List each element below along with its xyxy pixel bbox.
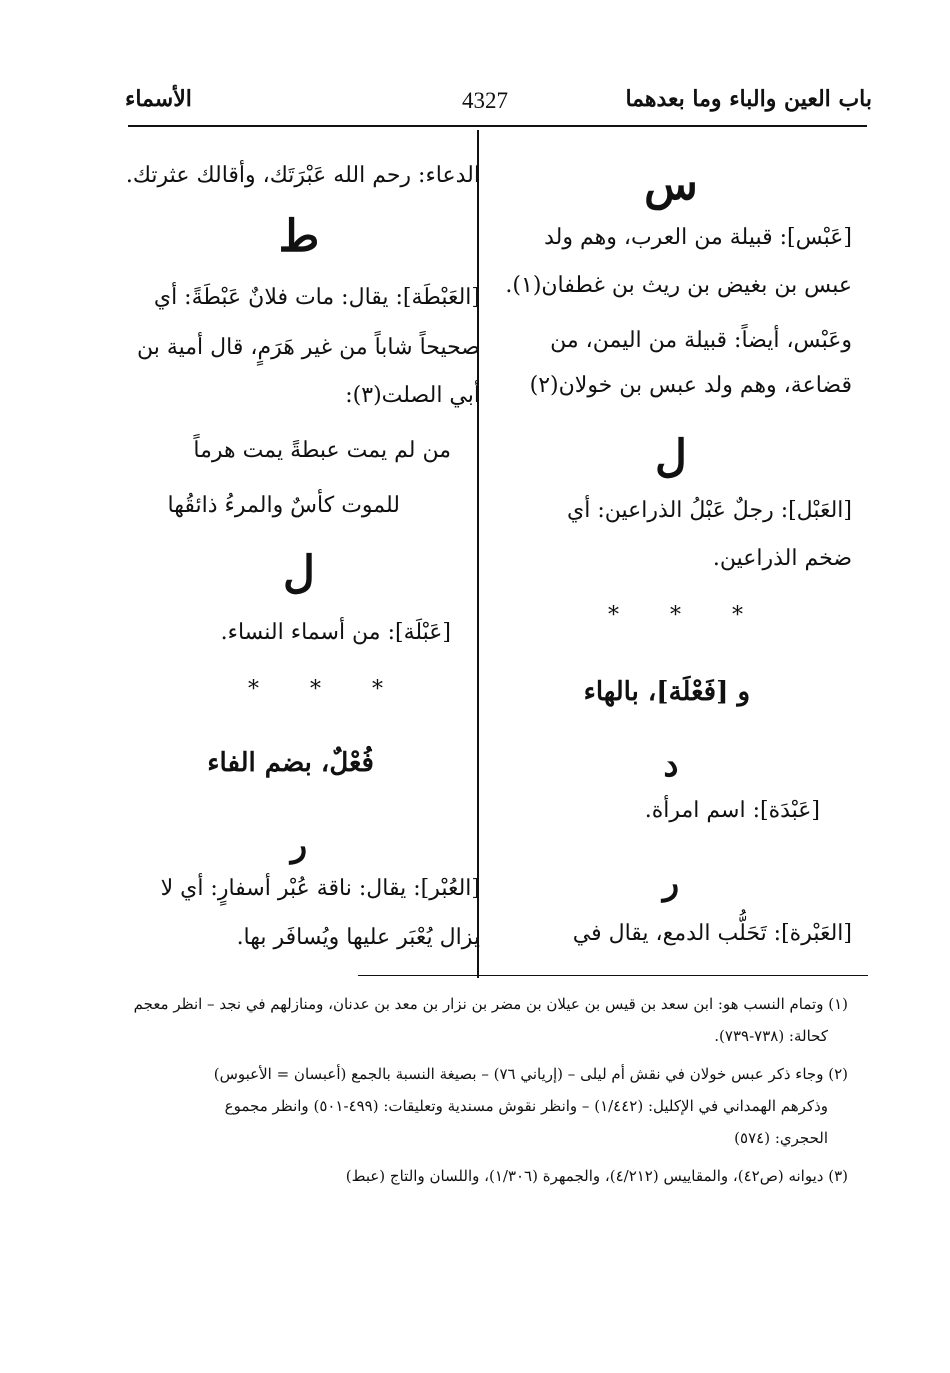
entry-abl-line2: ضخم الذراعين. xyxy=(712,546,852,571)
entry-ubr-line2: يزال يُعْبَر عليها ويُسافَر بها. xyxy=(236,925,480,950)
letter-heading-ra-2: ر xyxy=(290,825,308,865)
letter-heading-sin: س xyxy=(644,159,698,210)
separator-stars-2: * * * xyxy=(248,677,405,702)
entry-abra-line2: الدعاء: رحم الله عَبْرَتَك، وأقالك عثرتك. xyxy=(125,163,480,188)
section-title: الأسماء xyxy=(125,86,192,112)
letter-heading-ra: ر xyxy=(662,863,680,903)
letter-heading-lam-2: ل xyxy=(283,547,315,598)
footnote-3: (٣) ديوانه (ص٤٢)، والمقاييس (٤/٢١٢)، والجمهرة (١/٣٠٦)، واللسان والتاج (عبط) xyxy=(345,1167,848,1185)
letter-heading-dal: د xyxy=(663,745,679,785)
entry-abs2-line1: وعَبْس، أيضاً: قبيلة من اليمن، من xyxy=(550,328,852,353)
separator-stars: * * * xyxy=(608,603,765,628)
entry-abla: [عَبْلَة]: من أسماء النساء. xyxy=(220,620,451,645)
entry-abl-line1: [العَبْل]: رجلٌ عَبْلُ الذراعين: أي xyxy=(567,498,852,523)
entry-ubr-line1: [العُبْر]: يقال: ناقة عُبْر أسفارٍ: أي لا xyxy=(160,876,480,901)
verse-line1: من لم يمت عبطةً يمت هرماً xyxy=(193,438,451,463)
footnote-rule xyxy=(358,975,868,976)
footnote-2-line2: وذكرهم الهمداني في الإكليل: (١/٤٤٢) – وانظر نقوش مسندية وتعليقات: (٤٩٩-٥٠١) وانظر مجموع xyxy=(224,1097,828,1115)
footnote-2-line1: (٢) وجاء ذكر عبس خولان في نقش أم ليلى – (إرياني ٧٦) – بصيغة النسبة بالجمع (أعبسان = الأعبوس) xyxy=(213,1065,848,1083)
page-number: 4327 xyxy=(462,88,508,113)
chapter-title: باب العين والباء وما بعدهما xyxy=(625,86,872,112)
entry-abda: [عَبْدَة]: اسم امرأة. xyxy=(644,798,820,823)
entry-abta-line3: أبي الصلت(٣): xyxy=(345,383,480,408)
letter-heading-lam: ل xyxy=(655,431,687,482)
section-heading-ful: فُعْلٌ، بضم الفاء xyxy=(207,748,374,778)
verse-line2: للموت كأسٌ والمرءُ ذائقُها xyxy=(167,493,400,518)
header-rule xyxy=(128,125,867,127)
entry-abta-line2: صحيحاً شاباً من غير هَرَمٍ، قال أمية بن xyxy=(136,335,480,360)
section-heading-fala: و [فَعْلَة]، بالهاء xyxy=(583,677,750,707)
entry-abs-line2: عبس بن بغيض بن ريث بن غطفان(١). xyxy=(505,273,852,298)
footnote-1-line2: كحالة: (٧٣٨-٧٣٩). xyxy=(714,1027,828,1045)
entry-abs2-line2: قضاعة، وهم ولد عبس بن خولان(٢) xyxy=(529,373,852,398)
entry-abta-line1: [العَبْطَة]: يقال: مات فلانٌ عَبْطَةً: أي xyxy=(153,285,480,310)
footnote-1-line1: (١) وتمام النسب هو: ابن سعد بن قيس بن عيلان بن مضر بن نزار بن معد بن عدنان، ومنازلهم في نجد – انظر معجم xyxy=(133,995,848,1013)
letter-heading-ta: ط xyxy=(278,211,320,262)
entry-abra-line1: [العَبْرة]: تَحَلُّب الدمع، يقال في xyxy=(572,921,852,946)
footnote-2-line3: الحجري: (٥٧٤) xyxy=(734,1129,828,1147)
entry-abs-line1: [عَبْس]: قبيلة من العرب، وهم ولد xyxy=(544,225,852,250)
